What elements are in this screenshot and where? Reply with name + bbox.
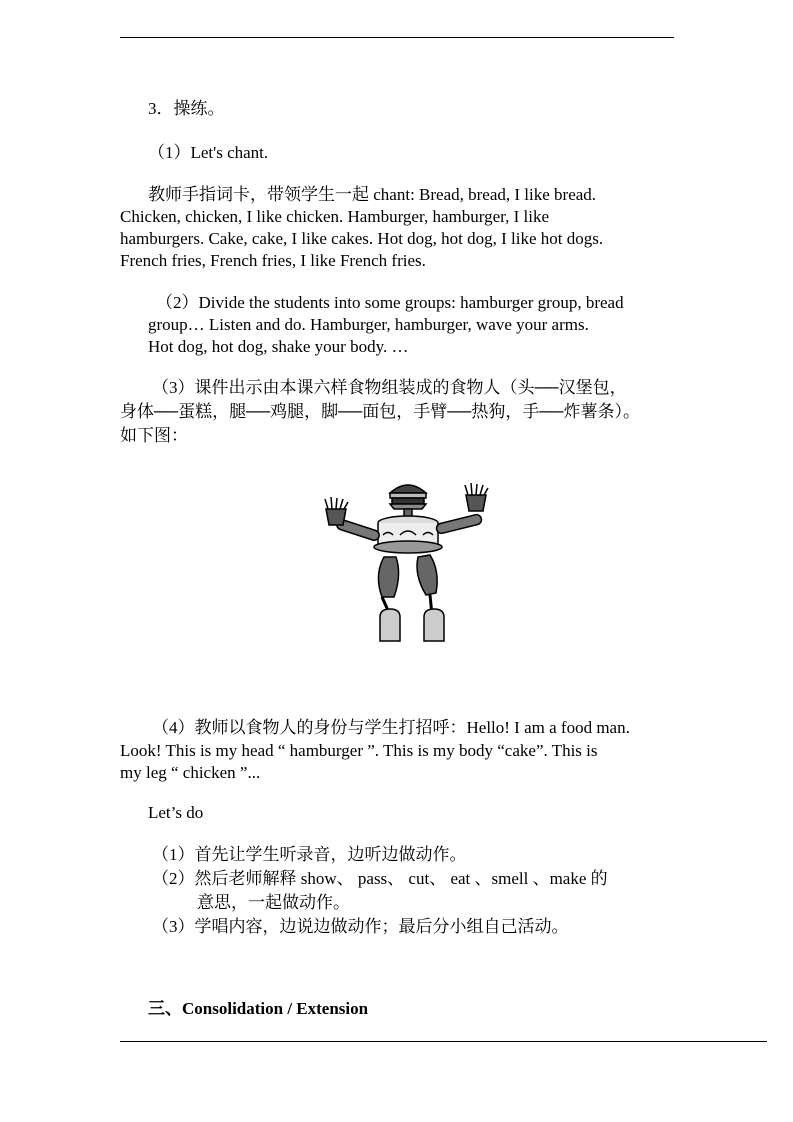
chant-title: （1）Let's chant. <box>148 143 269 162</box>
greeting-line: Look! This is my head “ hamburger ”. This is my body “cake”. This is <box>120 741 598 760</box>
chant-line: 教师手指词卡，带领学生一起 chant: Bread, bread, I like bread. <box>148 185 597 204</box>
chant-line: French fries, French fries, I like French fries. <box>120 251 426 270</box>
lets-do-line: （2）然后老师解释 show、 pass、 cut、 eat 、smell 、make 的 <box>152 869 608 888</box>
foodman-line: （3）课件出示由本课六样食物组装成的食物人（头──汉堡包， <box>152 378 627 397</box>
greeting-line: my leg “ chicken ”... <box>120 763 261 782</box>
chant-line: hamburgers. Cake, cake, I like cakes. Hot dog, hot dog, I like hot dogs. <box>120 229 604 248</box>
section-heading: 3．操练。 <box>148 99 225 118</box>
lets-do-line: （3）学唱内容，边说边做动作；最后分小组自己活动。 <box>152 917 569 936</box>
greeting-line: （4）教师以食物人的身份与学生打招呼：Hello! I am a food man. <box>152 718 630 737</box>
consolidation-heading: 三、Consolidation / Extension <box>148 999 369 1018</box>
header-rule <box>120 37 674 38</box>
lets-do-title: Let’s do <box>148 803 204 822</box>
footer-rule <box>120 1041 767 1042</box>
lets-do-line: 意思，一起做动作。 <box>197 893 350 912</box>
food-man-illustration <box>318 475 498 650</box>
lets-do-line: （1）首先让学生听录音，边听边做动作。 <box>152 845 467 864</box>
groups-line: group… Listen and do. Hamburger, hamburger, wave your arms. <box>148 315 589 334</box>
groups-line: （2）Divide the students into some groups: hamburger group, bread <box>156 293 624 312</box>
chant-line: Chicken, chicken, I like chicken. Hamburger, hamburger, I like <box>120 207 550 226</box>
foodman-line: 如下图： <box>120 426 188 445</box>
groups-line: Hot dog, hot dog, shake your body. … <box>148 337 409 356</box>
foodman-line: 身体──蛋糕，腿──鸡腿，脚──面包，手臂──热狗，手──炸薯条）。 <box>120 402 640 421</box>
